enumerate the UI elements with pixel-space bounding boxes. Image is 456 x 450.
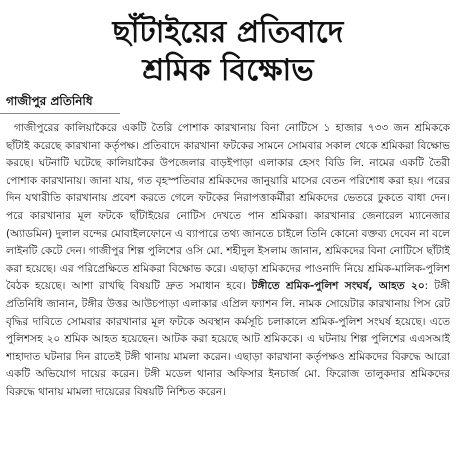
headline-line-2: শ্রমিক বিক্ষোভ: [142, 53, 314, 88]
article-body: [6, 120, 450, 450]
cropped-top-text: [0, 0, 456, 10]
article-paragraph-1-text: গাজীপুরের কালিয়াকৈরে একটি তৈরি পোশাক কারখানায় বিনা নোটিসে ১ হাজার ৭৩৩ জন শ্রমিককে ছাঁটাই করেছে কারখানা কর্তৃপক্ষ। প্রতিবাদে কারখানা ফটকের সামনে সোমবার সকাল থেকে শ্রমিকরা বিক্ষোভ করছে। ঘটনাটি ঘটেছে কালিয়াকৈর উপজেলার বাড়ইপাড়া এলাকার হেসং বিডি লি. নামের একটি তৈরী পোশাক কারখানায়। জানা যায়, গত বৃহস্পতিবার শ্রমিকদের জানুয়ারি মাসের বেতন পরিশোধ করা হয়। পরের দিন যথারীতি কারখানায় প্রবেশ করতে গেলে ফটকের নিরাপত্তাকর্মীরা শ্রমিকদের ভেতরে ঢুকতে বাধা দেন। পরে কারখানার মূল ফটকে ছাঁটাইয়ের নোটিস দেখতে পান শ্রমিকরা। কারখানার জেনারেল ম্যানেজার (অ্যাডমিন) দুলাল বন্দের মোবাইলফোনে এ ব্যাপারে তথ্য জানতে চাইলে তিনি কোনো বক্তব্য দেবেন না বলে লাইনটি কেটে দেন। গাজীপুর শিল্প পুলিশের ওসি মো. শহীদুল ইসলাম জানান, শ্রমিকদের বিনা নোটিসে ছাঁটাই করা হয়েছে। এর পরিপ্রেক্ষিতে শ্রমিকরা বিক্ষোভ করে। এছাড়া শ্রমিকদের পাওনাদি নিয়ে শ্রমিক-মালিক-পুলিশ বৈঠক হয়েছে। আশা রাখছি বিষয়টি দ্রুত সমাধান হবে।: [6, 122, 450, 293]
article-paragraph: [6, 120, 450, 402]
byline-divider: [0, 113, 120, 114]
byline: গাজীপুর প্রতিনিধি: [6, 94, 93, 108]
headline: [0, 14, 456, 90]
article-subhead: টঙ্গীতে শ্রমিক-পুলিশ সংঘর্ষ, আহত ২০: [251, 280, 425, 293]
article-paragraph-2-text: : টঙ্গী প্রতিনিধি জানান, টঙ্গীর উত্তর আউচপাড়া এলাকার এপ্রিল ফ্যাশন লি. নামক সোয়েটার কারখানায় পিস রেট বৃদ্ধির দাবিতে সোমবার কারখানার মূল ফটকে অবস্থান কর্মসূচি চলাকালে শ্রমিক-পুলিশ সংঘর্ষ হয়েছে। এতে পুলিশসহ ২০ শ্রমিক আহত হয়েছেন। আটক করা হয়েছে আট শ্রমিককে। এ ঘটনায় শিল্প পুলিশের এএসআই শাহাদাত ঘটনার দিন রাতেই টঙ্গী থানায় মামলা করেন। এছাড়া কারখানা কর্তৃপক্ষও শ্রমিকদের বিরুদ্ধে আরো একটি অভিযোগ দায়ের করেন। টঙ্গী মডেল থানার অফিসার ইনচার্জ মো. ফিরোজ তালুকদার শ্রমিকদের বিরুদ্ধে থানায় মামলা দায়েরের বিষয়টি নিশ্চিত করেন।: [6, 280, 450, 398]
headline-line-1: ছাঁটাইয়ের প্রতিবাদে: [112, 15, 344, 50]
